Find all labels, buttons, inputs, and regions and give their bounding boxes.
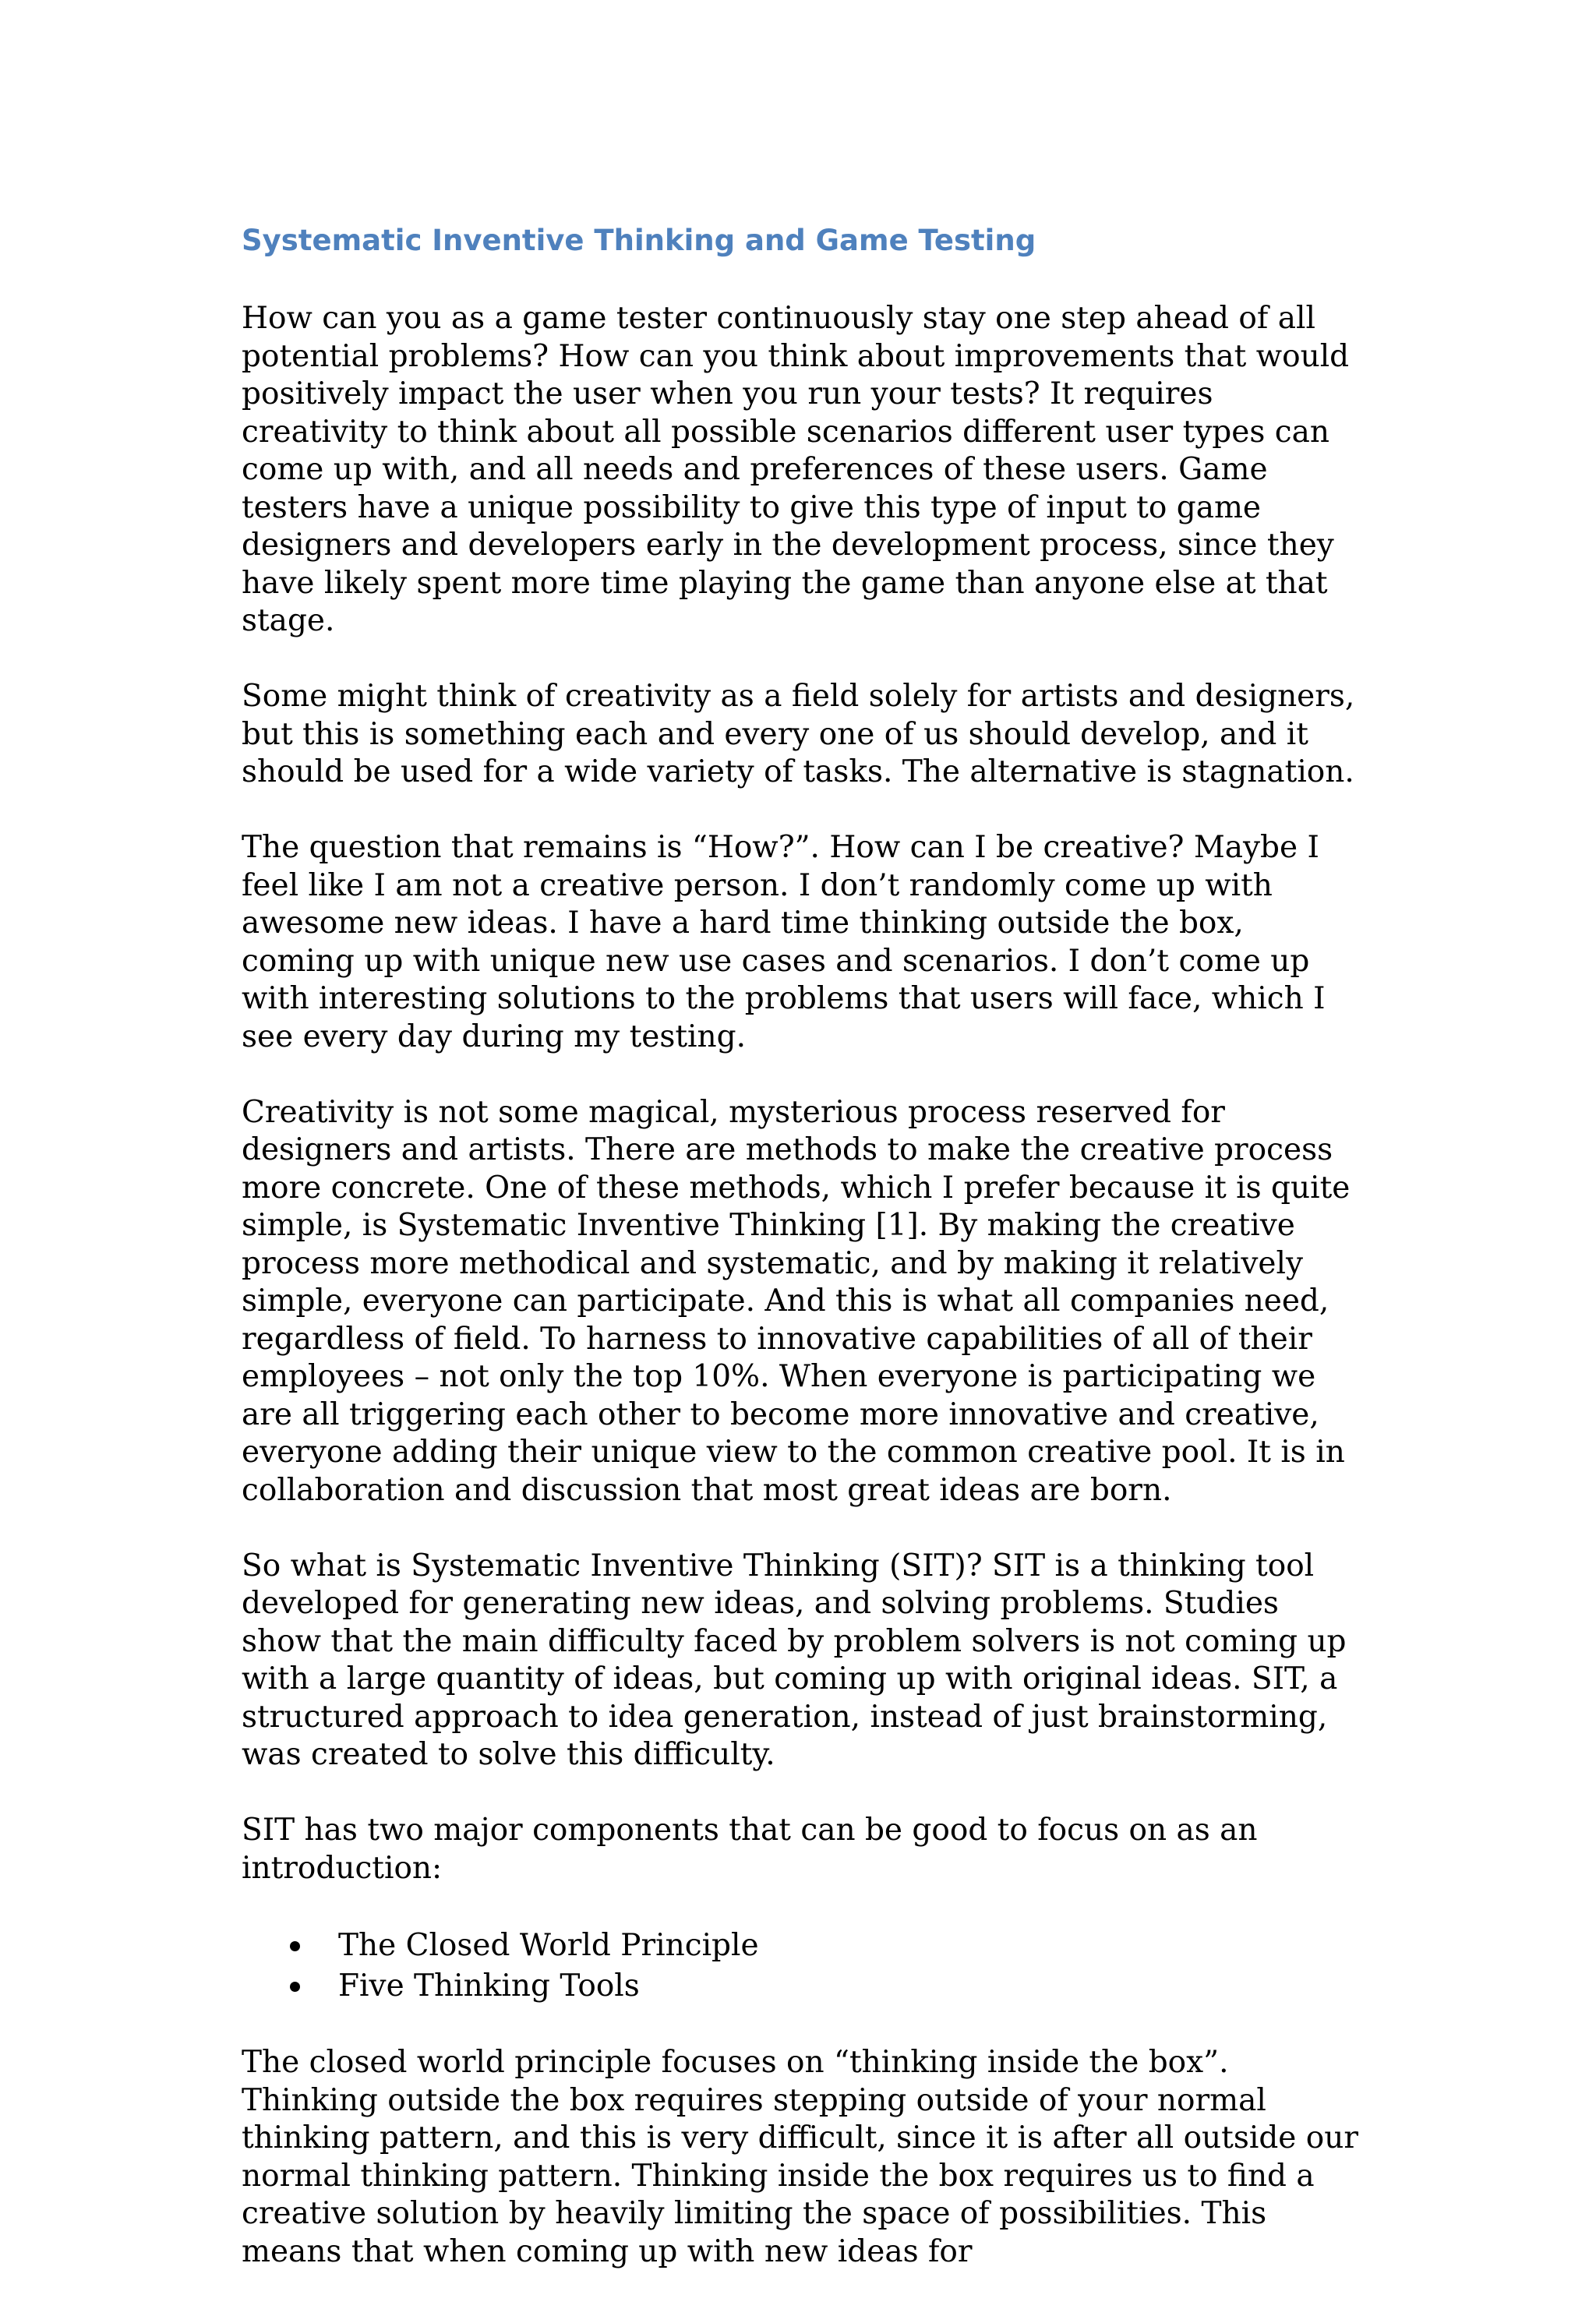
list-item <box>242 1966 1364 2007</box>
document-body <box>242 217 1364 2309</box>
paragraph-closed-world: The closed world principle focuses on “thinking inside the box”. Thinking outside the box requires stepping outside of your normal thinking pattern, and this is very difficult, since it is after all outside our normal thinking pattern. Thinking inside the box requires us to find a creative solution by heavily limiting the space of possibilities. This means that when coming up with new ideas for <box>242 2045 1359 2269</box>
paragraph-sit-components: SIT has two major components that can be good to focus on as an introduction: <box>242 1813 1258 1886</box>
paragraph-creativity-field: Some might think of creativity as a field solely for artists and designers, but this is something each and every one of us should develop, and it should be used for a wide variety of tasks. The alternative is stagnation. <box>242 679 1355 789</box>
paragraph-sit-definition: So what is Systematic Inventive Thinking (SIT)? SIT is a thinking tool developed for generating new ideas, and solving problems. Studies show that the main difficulty faced by problem solvers is not coming up with a large quantity of ideas, but coming up with original ideas. SIT, a structured approach to idea generation, instead of just brainstorming, was created to solve this difficulty. <box>242 1548 1347 1772</box>
paragraph-creativity-methods: Creativity is not some magical, mysterious process reserved for designers and artists. There are methods to make the creative process more concrete. One of these methods, which I prefer because it is quite simple, is Systematic Inventive Thinking [1]. By making the creative process more methodical and systematic, and by making it relatively simple, everyone can participate. And this is what all companies need, regardless of field. To harness to innovative capabilities of all of their employees – not only the top 10%. When everyone is participating we are all triggering each other to become more innovative and creative, everyone adding their unique view to the common creative pool. It is in collaboration and discussion that most great ideas are born. <box>242 1094 1351 1508</box>
bullet-icon <box>290 1941 300 1951</box>
list-item-text: The Closed World Principle <box>338 1927 759 1963</box>
bullet-icon <box>290 1982 300 1992</box>
paragraph-how-question: The question that remains is “How?”. How can I be creative? Maybe I feel like I am not a creative person. I don’t randomly come up with awesome new ideas. I have a hard time thinking outside the box, coming up with unique new use cases and scenarios. I don’t come up with interesting solutions to the problems that users will face, which I see every day during my testing. <box>242 830 1326 1054</box>
list-item-text: Five Thinking Tools <box>338 1968 640 2004</box>
paragraph-intro: How can you as a game tester continuously stay one step ahead of all potential problems? How can you think about improvements that would positively impact the user when you run your tests? It requires creativity to think about all possible scenarios different user types can come up with, and all needs and preferences of these users. Game testers have a unique possibility to give this type of input to game designers and developers early in the development process, since they have likely spent more time playing the game than anyone else at that stage. <box>242 301 1350 638</box>
list-item <box>242 1926 1364 1966</box>
document-title: Systematic Inventive Thinking and Game Testing <box>242 224 1036 257</box>
component-list <box>242 1926 1364 2007</box>
